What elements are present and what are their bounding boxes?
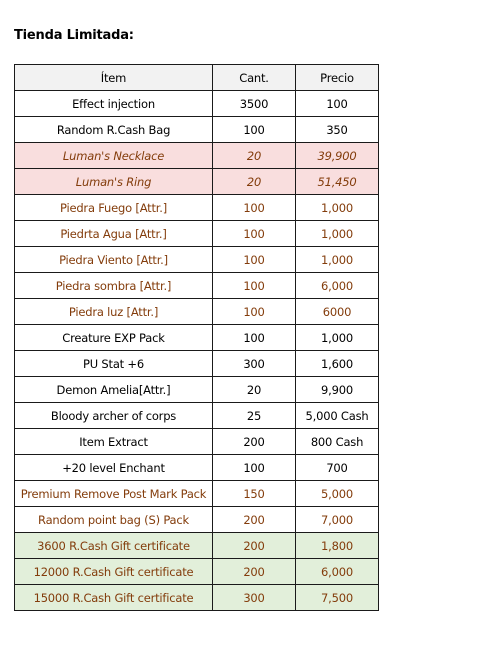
quantity-cell: 20 [213, 143, 296, 169]
price-cell: 1,800 [296, 533, 379, 559]
quantity-cell: 200 [213, 559, 296, 585]
item-cell: Demon Amelia[Attr.] [15, 377, 213, 403]
item-cell: Premium Remove Post Mark Pack [15, 481, 213, 507]
item-cell: Piedrta Agua [Attr.] [15, 221, 213, 247]
quantity-cell: 100 [213, 117, 296, 143]
quantity-cell: 300 [213, 585, 296, 611]
table-row [15, 117, 379, 143]
table-row [15, 247, 379, 273]
price-cell: 6,000 [296, 273, 379, 299]
item-cell: Effect injection [15, 91, 213, 117]
price-cell: 39,900 [296, 143, 379, 169]
table-row [15, 429, 379, 455]
price-cell: 1,000 [296, 247, 379, 273]
quantity-cell: 100 [213, 325, 296, 351]
item-cell: Random R.Cash Bag [15, 117, 213, 143]
quantity-cell: 100 [213, 221, 296, 247]
item-cell: Random point bag (S) Pack [15, 507, 213, 533]
header-quantity: Cant. [213, 65, 296, 91]
item-cell: PU Stat +6 [15, 351, 213, 377]
price-cell: 51,450 [296, 169, 379, 195]
quantity-cell: 200 [213, 429, 296, 455]
table-body [15, 91, 379, 611]
table-row [15, 507, 379, 533]
price-cell: 1,600 [296, 351, 379, 377]
quantity-cell: 20 [213, 169, 296, 195]
table-row [15, 143, 379, 169]
price-cell: 1,000 [296, 325, 379, 351]
table-row [15, 559, 379, 585]
price-cell: 350 [296, 117, 379, 143]
table-row [15, 299, 379, 325]
price-cell: 800 Cash [296, 429, 379, 455]
price-cell: 700 [296, 455, 379, 481]
price-cell: 100 [296, 91, 379, 117]
price-cell: 1,000 [296, 221, 379, 247]
item-cell: Piedra luz [Attr.] [15, 299, 213, 325]
price-cell: 7,000 [296, 507, 379, 533]
price-cell: 5,000 Cash [296, 403, 379, 429]
table-row [15, 325, 379, 351]
item-cell: Item Extract [15, 429, 213, 455]
item-cell: Piedra sombra [Attr.] [15, 273, 213, 299]
header-price: Precio [296, 65, 379, 91]
limited-shop-table [14, 64, 379, 611]
table-row [15, 481, 379, 507]
quantity-cell: 100 [213, 299, 296, 325]
quantity-cell: 300 [213, 351, 296, 377]
table-row [15, 351, 379, 377]
item-cell: Piedra Fuego [Attr.] [15, 195, 213, 221]
table-row [15, 377, 379, 403]
price-cell: 6,000 [296, 559, 379, 585]
table-row [15, 91, 379, 117]
item-cell: Luman's Necklace [15, 143, 213, 169]
item-cell: 15000 R.Cash Gift certificate [15, 585, 213, 611]
quantity-cell: 20 [213, 377, 296, 403]
price-cell: 1,000 [296, 195, 379, 221]
quantity-cell: 150 [213, 481, 296, 507]
item-cell: Piedra Viento [Attr.] [15, 247, 213, 273]
table-row [15, 195, 379, 221]
table-row [15, 273, 379, 299]
quantity-cell: 200 [213, 507, 296, 533]
table-row [15, 533, 379, 559]
table-header-row [15, 65, 379, 91]
quantity-cell: 3500 [213, 91, 296, 117]
price-cell: 6000 [296, 299, 379, 325]
header-item: Ítem [15, 65, 213, 91]
table-row [15, 221, 379, 247]
price-cell: 5,000 [296, 481, 379, 507]
price-cell: 7,500 [296, 585, 379, 611]
price-cell: 9,900 [296, 377, 379, 403]
item-cell: +20 level Enchant [15, 455, 213, 481]
quantity-cell: 100 [213, 273, 296, 299]
item-cell: 3600 R.Cash Gift certificate [15, 533, 213, 559]
item-cell: Bloody archer of corps [15, 403, 213, 429]
item-cell: Creature EXP Pack [15, 325, 213, 351]
table-row [15, 403, 379, 429]
item-cell: Luman's Ring [15, 169, 213, 195]
table-row [15, 455, 379, 481]
quantity-cell: 200 [213, 533, 296, 559]
item-cell: 12000 R.Cash Gift certificate [15, 559, 213, 585]
quantity-cell: 100 [213, 195, 296, 221]
table-row [15, 585, 379, 611]
table-row [15, 169, 379, 195]
quantity-cell: 100 [213, 247, 296, 273]
quantity-cell: 100 [213, 455, 296, 481]
page-title: Tienda Limitada: [14, 28, 134, 43]
quantity-cell: 25 [213, 403, 296, 429]
